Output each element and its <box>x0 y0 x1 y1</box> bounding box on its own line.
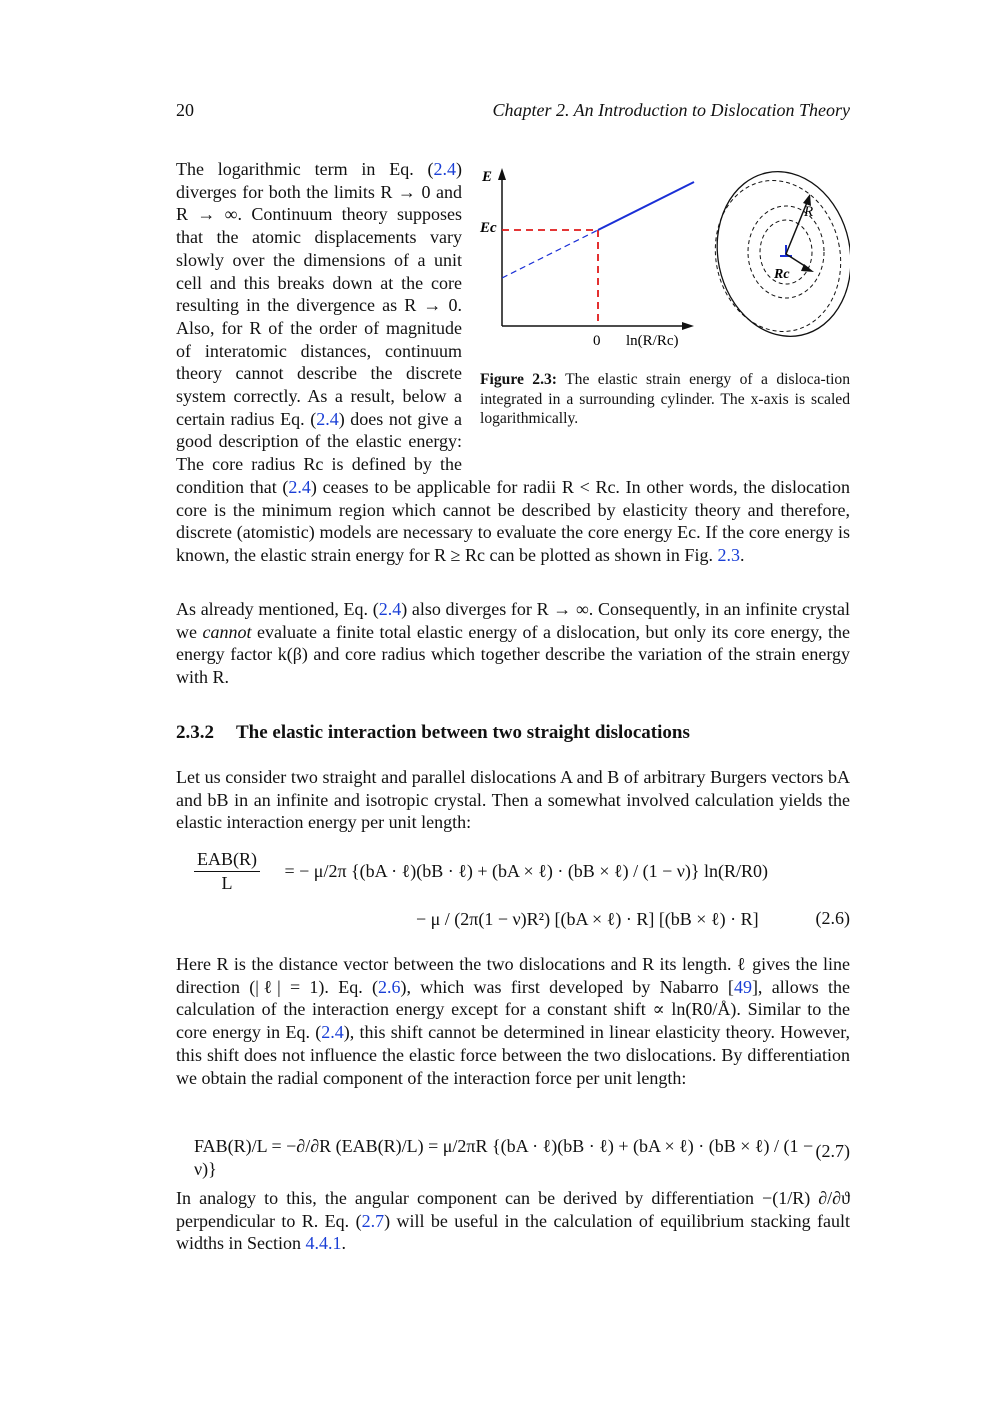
zero-tick-label: 0 <box>593 333 601 349</box>
p5-text-c: . <box>341 1233 346 1254</box>
paragraph-divergence <box>176 598 850 689</box>
section-number: 2.3.2 <box>176 722 214 743</box>
caption-text: The elastic strain energy of a disloca-tion integrated in a surrounding cylinder. The x-axis is scaled logarithmically. <box>480 371 850 427</box>
paragraph-nabarro <box>176 953 850 1089</box>
eq26-lhs-fraction <box>194 848 260 894</box>
paragraph-angular <box>176 1187 850 1255</box>
eq-2-6-number: (2.6) <box>815 908 850 928</box>
section-4-4-1-link[interactable]: 4.4.1 <box>305 1233 342 1254</box>
intro-paragraph <box>176 158 850 567</box>
p2-text-b: ) also diverges for R → ∞. Consequently, in an infinite crystal we <box>176 599 850 642</box>
cylinder-outer-surface <box>702 159 850 349</box>
running-header <box>176 99 850 123</box>
x-axis-arrow <box>682 322 694 330</box>
p5-text-b: ) will be useful in the calculation of equilibrium stacking fault widths in Section <box>176 1210 850 1254</box>
eq-2-4-link-2[interactable]: 2.4 <box>316 408 339 429</box>
p4-text-d: ), this shift cannot be determined in linear elasticity theory. However, this shift does not influence the elastic force between the two dislocations. By differentiation we obtain the radial component of the interaction force per unit length: <box>176 1022 850 1088</box>
equation-2-6-line-1 <box>194 848 850 908</box>
eq26-rhs-2: − μ / (2π(1 − ν)R²) [(bA × ℓ) · R] [(bB × ℓ) · R] <box>416 909 759 929</box>
cylinder-inner-surface <box>702 169 850 343</box>
eq-2-4-link-3[interactable]: 2.4 <box>288 476 311 497</box>
equation-2-7 <box>194 1135 814 1179</box>
p2-text-c: evaluate a finite total elastic energy of a dislocation, but only its core energy, the energy factor k(β) and core radius which together describe the variation of the strain energy with R. <box>176 621 850 688</box>
p1-text-e: . <box>739 544 745 565</box>
eq26-lhs-numerator: EAB(R) <box>194 848 260 872</box>
figure-caption <box>480 370 850 429</box>
cannot-emphasis: cannot <box>202 621 252 642</box>
equation-2-6-line-2 <box>416 900 850 940</box>
eq-2-4-link-5[interactable]: 2.4 <box>321 1022 344 1043</box>
strain-energy-plot <box>476 158 850 368</box>
ec-tick-label: Ec <box>480 220 497 236</box>
figure-2-3 <box>476 158 850 452</box>
p4-text-a: Here R is the distance vector between the two dislocations and R its length. ℓ gives the line direction (|ℓ| = 1). Eq. ( <box>176 954 850 997</box>
fig-2-3-link[interactable]: 2.3 <box>717 544 740 565</box>
eq-2-6-link[interactable]: 2.6 <box>377 976 401 997</box>
r-label: R <box>804 204 814 220</box>
p1-text-c: ) does not give a good description of the elastic energy: The core radius Rc is defined by the condition that ( <box>176 408 463 497</box>
eq-2-7-link[interactable]: 2.7 <box>361 1210 385 1231</box>
p5-text-a: In analogy to this, the angular component can be derived by differentiation −(1/R) ∂/∂ϑ perpendicular to R. Eq. ( <box>176 1188 850 1231</box>
x-axis-label: ln(R/Rc) <box>626 333 679 349</box>
chapter-title: Chapter 2. An Introduction to Dislocation Theory <box>492 100 850 120</box>
citation-49-link[interactable]: 49 <box>733 976 752 997</box>
y-axis-label: E <box>482 169 493 185</box>
extrapolated-energy-line <box>502 230 598 278</box>
eq-2-7-number: (2.7) <box>815 1141 850 1161</box>
p2-text-a: As already mentioned, Eq. ( <box>176 599 379 619</box>
p1-text-a: The logarithmic term in Eq. ( <box>176 159 434 179</box>
p4-text-c: ], allows the calculation of the interaction energy except for a constant shift ∝ ln(R0/Å). Similar to the core energy in Eq. ( <box>176 976 851 1043</box>
caption-label: Figure 2.3: <box>480 371 557 388</box>
rc-label: Rc <box>774 267 790 282</box>
section-heading <box>176 722 850 745</box>
p4-text-b: ), which was first developed by Nabarro [ <box>400 976 734 997</box>
page-number: 20 <box>176 100 194 120</box>
eq-2-4-link-4[interactable]: 2.4 <box>378 599 402 619</box>
eq26-lhs-denominator: L <box>221 872 233 893</box>
eq26-rhs-1: = − μ/2π {(bA · ℓ)(bB · ℓ) + (bA × ℓ) · (bB × ℓ) / (1 − ν)} ln(R/R0) <box>284 860 769 881</box>
elastic-energy-line <box>598 182 694 230</box>
eq27-body: FAB(R)/L = −∂/∂R (EAB(R)/L) = μ/2πR {(bA · ℓ)(bB · ℓ) + (bA × ℓ) · (bB × ℓ) / (1 − ν)} <box>194 1136 814 1179</box>
paragraph-interaction-intro: Let us consider two straight and parallel dislocations A and B of arbitrary Burgers vectors bA and bB in an infinite and isotropic crystal. Then a somewhat involved calculation yields the elastic interaction energy per unit length: <box>176 767 850 833</box>
y-axis-arrow <box>498 168 506 180</box>
section-title: The elastic interaction between two straight dislocations <box>236 722 690 743</box>
p1-text-d: ) ceases to be applicable for radii R < Rc. In other words, the dislocation core is the minimum region which cannot be described by elasticity theory and therefore, discrete (atomistic) models are necessary to evaluate the core energy Ec. If the core energy is known, the elastic strain energy for R ≥ Rc can be plotted as shown in Fig. <box>176 476 850 565</box>
p1-text-b: ) diverges for both the limits R → 0 and R → ∞. Continuum theory supposes that the atomic displacements vary slowly over the dimensions of a unit cell and this breaks down at the core resulting in the divergence as R → 0. Also, for R of the order of magnitude of interatomic distances, continuum theory cannot describe the discrete system correctly. As a result, below a certain radius Eq. ( <box>176 159 462 429</box>
eq-2-4-link[interactable]: 2.4 <box>433 159 456 179</box>
page <box>176 0 850 1415</box>
